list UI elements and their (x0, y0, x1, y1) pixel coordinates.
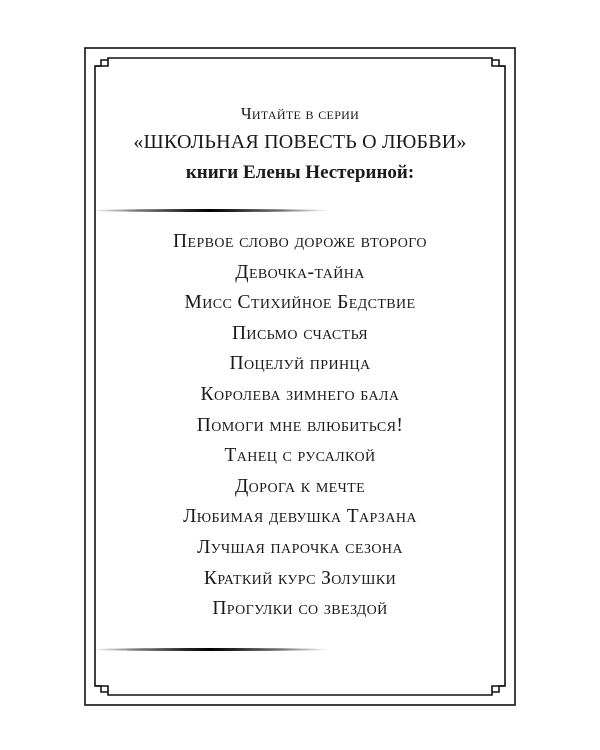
book-title: Мисс Стихийное Бедствие (184, 292, 416, 314)
corner-ornament-bottom-right (492, 686, 505, 692)
book-title: Помоги мне влюбиться! (196, 414, 404, 436)
series-title: «ШКОЛЬНАЯ ПОВЕСТЬ О ЛЮБВИ» (133, 131, 467, 153)
book-title: Танец с русалкой (224, 445, 376, 467)
book-title: Краткий курс Золушки (203, 567, 397, 589)
book-title: Дорога к мечте (234, 475, 366, 497)
book-title: Лучшая парочка сезона (197, 536, 403, 558)
book-title: Первое слово дороже второго (173, 231, 427, 252)
corner-ornament-top-left (95, 60, 108, 66)
corner-ornament-top-right (492, 60, 505, 66)
author-line: книги Елены Нестериной: (185, 162, 415, 183)
divider-bottom (90, 648, 330, 651)
book-title: Письмо счастья (231, 322, 369, 344)
book-title: Прогулки со звездой (212, 598, 388, 620)
book-title-list (90, 227, 510, 625)
book-title: Поцелуй принца (229, 353, 371, 375)
book-title: Девочка-тайна (235, 261, 365, 283)
book-title: Королева зимнего бала (200, 383, 400, 405)
corner-ornament-bottom-left (95, 686, 108, 692)
divider-top (90, 209, 330, 212)
series-intro: Читайте в серии (240, 104, 360, 123)
book-title: Любимая девушка Тарзана (183, 506, 417, 528)
